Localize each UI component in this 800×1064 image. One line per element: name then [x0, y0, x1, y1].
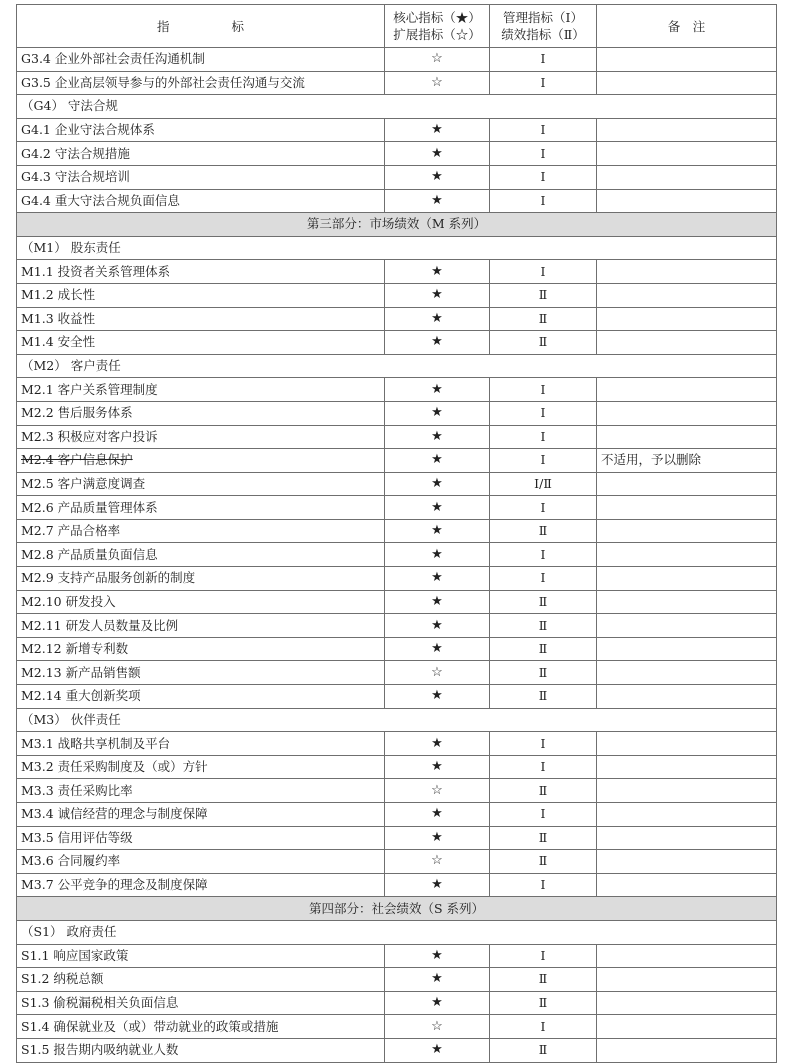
indicator-grade-cell: Ⅰ — [490, 401, 597, 425]
group-title: （M3） 伙伴责任 — [17, 708, 777, 732]
indicator-cell: M3.3 责任采购比率 — [17, 779, 385, 803]
core-star-icon: ★ — [385, 449, 490, 473]
indicator-grade-cell: Ⅱ — [490, 850, 597, 874]
group-title: （M2） 客户责任 — [17, 354, 777, 378]
note-cell — [597, 968, 777, 992]
table-row — [17, 567, 777, 591]
header-management-performance — [490, 5, 597, 48]
indicator-cell: G4.4 重大守法合规负面信息 — [17, 189, 385, 213]
group-title: （G4） 守法合规 — [17, 95, 777, 119]
group-title: （M1） 股东责任 — [17, 236, 777, 260]
table-row — [17, 283, 777, 307]
indicator-grade-cell: Ⅱ — [490, 1038, 597, 1062]
indicator-grade-cell: Ⅱ — [490, 307, 597, 331]
indicator-cell: S1.5 报告期内吸纳就业人数 — [17, 1038, 385, 1062]
note-cell — [597, 732, 777, 756]
core-star-icon: ★ — [385, 401, 490, 425]
table-row — [17, 803, 777, 827]
indicator-grade-cell: Ⅱ — [490, 614, 597, 638]
indicator-grade-cell: Ⅰ — [490, 803, 597, 827]
note-cell — [597, 283, 777, 307]
indicator-cell: G3.4 企业外部社会责任沟通机制 — [17, 48, 385, 72]
table-row — [17, 850, 777, 874]
indicator-grade-cell: Ⅰ — [490, 755, 597, 779]
indicator-grade-cell: Ⅱ — [490, 779, 597, 803]
note-cell — [597, 543, 777, 567]
indicator-cell: M2.8 产品质量负面信息 — [17, 543, 385, 567]
core-star-icon: ★ — [385, 425, 490, 449]
indicator-cell: S1.4 确保就业及（或）带动就业的政策或措施 — [17, 1015, 385, 1039]
note-cell — [597, 472, 777, 496]
table-row — [17, 661, 777, 685]
indicator-cell: M3.7 公平竞争的理念及制度保障 — [17, 873, 385, 897]
core-star-icon: ★ — [385, 472, 490, 496]
indicator-cell: S1.3 偷税漏税相关负面信息 — [17, 991, 385, 1015]
header-core-line: 核心指标（★） — [393, 10, 481, 25]
indicator-grade-cell: Ⅰ — [490, 567, 597, 591]
core-star-icon: ★ — [385, 283, 490, 307]
indicator-cell: M3.1 战略共享机制及平台 — [17, 732, 385, 756]
indicator-grade-cell: Ⅰ — [490, 118, 597, 142]
indicator-grade-cell: Ⅱ — [490, 685, 597, 709]
core-star-icon: ★ — [385, 331, 490, 355]
indicator-grade-cell: Ⅰ — [490, 449, 597, 473]
note-cell — [597, 401, 777, 425]
indicator-cell: M3.5 信用评估等级 — [17, 826, 385, 850]
indicator-cell: M2.2 售后服务体系 — [17, 401, 385, 425]
indicator-cell: S1.2 纳税总额 — [17, 968, 385, 992]
indicator-grade-cell: Ⅰ — [490, 165, 597, 189]
core-star-icon: ★ — [385, 614, 490, 638]
table-row — [17, 331, 777, 355]
indicator-cell: M2.13 新产品销售额 — [17, 661, 385, 685]
table-row — [17, 496, 777, 520]
table-row — [17, 991, 777, 1015]
note-cell — [597, 779, 777, 803]
table-row — [17, 189, 777, 213]
core-star-icon: ★ — [385, 637, 490, 661]
note-cell — [597, 48, 777, 72]
table-row — [17, 260, 777, 284]
core-star-icon: ★ — [385, 543, 490, 567]
note-cell — [597, 378, 777, 402]
group-row — [17, 920, 777, 944]
indicator-grade-cell: Ⅰ — [490, 425, 597, 449]
header-performance-line: 绩效指标（Ⅱ） — [501, 27, 585, 42]
indicator-cell: M2.4 客户信息保护 — [17, 449, 385, 473]
indicator-cell: M2.5 客户满意度调查 — [17, 472, 385, 496]
group-row — [17, 708, 777, 732]
table-row — [17, 118, 777, 142]
core-star-icon: ★ — [385, 732, 490, 756]
group-title: （S1） 政府责任 — [17, 920, 777, 944]
indicator-cell: M2.10 研发投入 — [17, 590, 385, 614]
core-star-icon: ★ — [385, 519, 490, 543]
table-row — [17, 826, 777, 850]
table-row — [17, 307, 777, 331]
indicator-cell: M2.11 研发人员数量及比例 — [17, 614, 385, 638]
section-row — [17, 213, 777, 237]
core-star-icon: ★ — [385, 496, 490, 520]
note-cell — [597, 1038, 777, 1062]
core-star-icon: ★ — [385, 1038, 490, 1062]
table-row — [17, 449, 777, 473]
indicator-grade-cell: Ⅱ — [490, 661, 597, 685]
core-star-icon: ★ — [385, 826, 490, 850]
indicator-cell: M1.3 收益性 — [17, 307, 385, 331]
indicator-cell: M3.4 诚信经营的理念与制度保障 — [17, 803, 385, 827]
indicator-cell: G4.2 守法合规措施 — [17, 142, 385, 166]
indicator-cell: M2.6 产品质量管理体系 — [17, 496, 385, 520]
header-note: 备 注 — [597, 5, 777, 48]
indicator-grade-cell: Ⅰ — [490, 1015, 597, 1039]
table-row — [17, 425, 777, 449]
indicator-grade-cell: Ⅰ — [490, 732, 597, 756]
table-row — [17, 71, 777, 95]
note-cell — [597, 755, 777, 779]
indicator-grade-cell: Ⅰ — [490, 543, 597, 567]
header-extended-line: 扩展指标（☆） — [393, 27, 481, 42]
indicator-cell: M1.4 安全性 — [17, 331, 385, 355]
header-core-extended — [385, 5, 490, 48]
note-cell — [597, 1015, 777, 1039]
note-cell — [597, 991, 777, 1015]
core-star-icon: ★ — [385, 968, 490, 992]
note-cell — [597, 637, 777, 661]
note-cell — [597, 165, 777, 189]
note-cell — [597, 685, 777, 709]
note-cell — [597, 189, 777, 213]
indicator-grade-cell: Ⅱ — [490, 283, 597, 307]
table-row — [17, 755, 777, 779]
section-title: 第四部分：社会绩效（S 系列） — [17, 897, 777, 921]
core-star-icon: ★ — [385, 944, 490, 968]
indicator-cell: M2.1 客户关系管理制度 — [17, 378, 385, 402]
indicator-cell: S1.1 响应国家政策 — [17, 944, 385, 968]
core-star-icon: ★ — [385, 755, 490, 779]
table-header-row — [17, 5, 777, 48]
note-cell — [597, 260, 777, 284]
indicator-grade-cell: Ⅱ — [490, 991, 597, 1015]
core-star-icon: ★ — [385, 142, 490, 166]
core-star-icon: ★ — [385, 378, 490, 402]
group-row — [17, 95, 777, 119]
core-star-icon: ★ — [385, 118, 490, 142]
indicator-cell: M2.12 新增专利数 — [17, 637, 385, 661]
table-row — [17, 590, 777, 614]
note-cell: 不适用，予以删除 — [597, 449, 777, 473]
header-indicator-a: 指 — [156, 18, 170, 34]
indicator-cell: G4.3 守法合规培训 — [17, 165, 385, 189]
table-row — [17, 378, 777, 402]
section-row — [17, 897, 777, 921]
core-star-icon: ★ — [385, 685, 490, 709]
indicator-grade-cell: Ⅱ — [490, 519, 597, 543]
indicator-grade-cell: Ⅰ — [490, 48, 597, 72]
extended-star-icon: ☆ — [385, 850, 490, 874]
core-star-icon: ★ — [385, 803, 490, 827]
indicator-cell: G3.5 企业高层领导参与的外部社会责任沟通与交流 — [17, 71, 385, 95]
table-row — [17, 873, 777, 897]
note-cell — [597, 425, 777, 449]
table-row — [17, 543, 777, 567]
note-cell — [597, 331, 777, 355]
table-row — [17, 779, 777, 803]
core-star-icon: ★ — [385, 189, 490, 213]
extended-star-icon: ☆ — [385, 48, 490, 72]
indicator-grade-cell: Ⅰ — [490, 71, 597, 95]
table-row — [17, 968, 777, 992]
indicator-cell: M3.6 合同履约率 — [17, 850, 385, 874]
extended-star-icon: ☆ — [385, 661, 490, 685]
note-cell — [597, 614, 777, 638]
indicator-grade-cell: Ⅰ — [490, 378, 597, 402]
table-row — [17, 944, 777, 968]
note-cell — [597, 496, 777, 520]
note-cell — [597, 826, 777, 850]
group-row — [17, 236, 777, 260]
note-cell — [597, 307, 777, 331]
core-star-icon: ★ — [385, 165, 490, 189]
table-body — [17, 48, 777, 1063]
note-cell — [597, 142, 777, 166]
indicator-grade-cell: Ⅰ — [490, 260, 597, 284]
indicator-cell: M2.3 积极应对客户投诉 — [17, 425, 385, 449]
indicator-cell: M3.2 责任采购制度及（或）方针 — [17, 755, 385, 779]
indicator-grade-cell: Ⅰ — [490, 496, 597, 520]
note-cell — [597, 873, 777, 897]
core-star-icon: ★ — [385, 991, 490, 1015]
table-row — [17, 142, 777, 166]
indicator-grade-cell: Ⅰ — [490, 142, 597, 166]
header-management-line: 管理指标（Ⅰ） — [503, 10, 583, 25]
extended-star-icon: ☆ — [385, 779, 490, 803]
indicator-cell: M2.14 重大创新奖项 — [17, 685, 385, 709]
table-row — [17, 732, 777, 756]
header-indicator-b: 标 — [231, 18, 245, 34]
table-row — [17, 48, 777, 72]
indicator-grade-cell: Ⅰ — [490, 944, 597, 968]
note-cell — [597, 118, 777, 142]
core-star-icon: ★ — [385, 873, 490, 897]
core-star-icon: ★ — [385, 260, 490, 284]
extended-star-icon: ☆ — [385, 1015, 490, 1039]
extended-star-icon: ☆ — [385, 71, 490, 95]
note-cell — [597, 944, 777, 968]
header-indicator — [17, 5, 385, 48]
table-row — [17, 519, 777, 543]
core-star-icon: ★ — [385, 567, 490, 591]
table-row — [17, 685, 777, 709]
indicator-grade-cell: Ⅱ — [490, 826, 597, 850]
table-row — [17, 401, 777, 425]
indicator-grade-cell: Ⅱ — [490, 590, 597, 614]
indicator-grade-cell: Ⅰ/Ⅱ — [490, 472, 597, 496]
indicator-cell: M2.7 产品合格率 — [17, 519, 385, 543]
core-star-icon: ★ — [385, 590, 490, 614]
note-cell — [597, 590, 777, 614]
indicator-cell: G4.1 企业守法合规体系 — [17, 118, 385, 142]
indicator-cell: M1.1 投资者关系管理体系 — [17, 260, 385, 284]
indicator-grade-cell: Ⅰ — [490, 189, 597, 213]
table-row — [17, 637, 777, 661]
group-row — [17, 354, 777, 378]
note-cell — [597, 519, 777, 543]
section-title: 第三部分：市场绩效（M 系列） — [17, 213, 777, 237]
note-cell — [597, 567, 777, 591]
indicator-grade-cell: Ⅱ — [490, 637, 597, 661]
indicator-table — [16, 4, 777, 1063]
indicator-cell: M1.2 成长性 — [17, 283, 385, 307]
core-star-icon: ★ — [385, 307, 490, 331]
table-row — [17, 614, 777, 638]
indicator-grade-cell: Ⅱ — [490, 968, 597, 992]
indicator-grade-cell: Ⅰ — [490, 873, 597, 897]
indicator-grade-cell: Ⅱ — [490, 331, 597, 355]
note-cell — [597, 661, 777, 685]
indicator-cell: M2.9 支持产品服务创新的制度 — [17, 567, 385, 591]
table-row — [17, 1015, 777, 1039]
note-cell — [597, 71, 777, 95]
table-row — [17, 472, 777, 496]
table-row — [17, 165, 777, 189]
table-row — [17, 1038, 777, 1062]
note-cell — [597, 803, 777, 827]
note-cell — [597, 850, 777, 874]
